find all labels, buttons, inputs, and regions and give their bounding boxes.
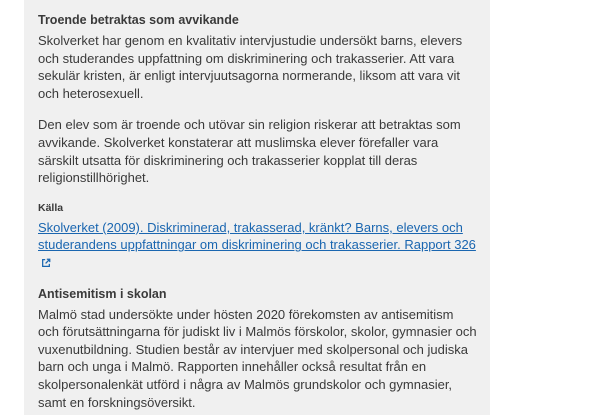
paragraph-troende-elev: Den elev som är troende och utövar sin religion riskerar att betraktas som avvikande. Skolverket konstaterar att muslimska elever förefaller vara särskilt utsatta för diskriminering och trakasserier kopplat till deras religionstillhörighet. [38, 117, 461, 186]
section-heading-antisemitism: Antisemitism i skolan [38, 286, 167, 301]
source-label: Källa [38, 201, 64, 214]
external-link-icon [41, 258, 51, 268]
source-link-text: Skolverket (2009). Diskriminerad, trakasserad, kränkt? Barns, elevers och studerandens uppfattningar om diskriminering och trakasserier. Rapport 326 [38, 219, 476, 253]
panel-content [38, 12, 478, 411]
paragraph-skolverket-study: Skolverket har genom en kvalitativ intervjustudie undersökt barns, elevers och studerandes uppfattning om diskriminering och trakasserier. Att vara sekulär kristen, är enligt intervjuutsagorna normerande, liksom att vara vit och heterosexuell. [38, 33, 463, 101]
source-link[interactable] [38, 219, 478, 272]
section-heading-troende: Troende betraktas som avvikande [38, 13, 239, 27]
info-panel [24, 0, 490, 415]
paragraph-malmo-study: Malmö stad undersökte under hösten 2020 förekomsten av antisemitism och förutsättningarna för judiskt liv i Malmös förskolor, skolor, gymnasier och vuxenutbildning. Studien består av intervjuer med skolpersonal och judiska barn och unga i Malmö. Rapporten innehåller också resultat från en skolpersonalenkät utförd i några av Malmös grundskolor och gymnasier, samt en forskningsöversikt. [38, 306, 477, 410]
